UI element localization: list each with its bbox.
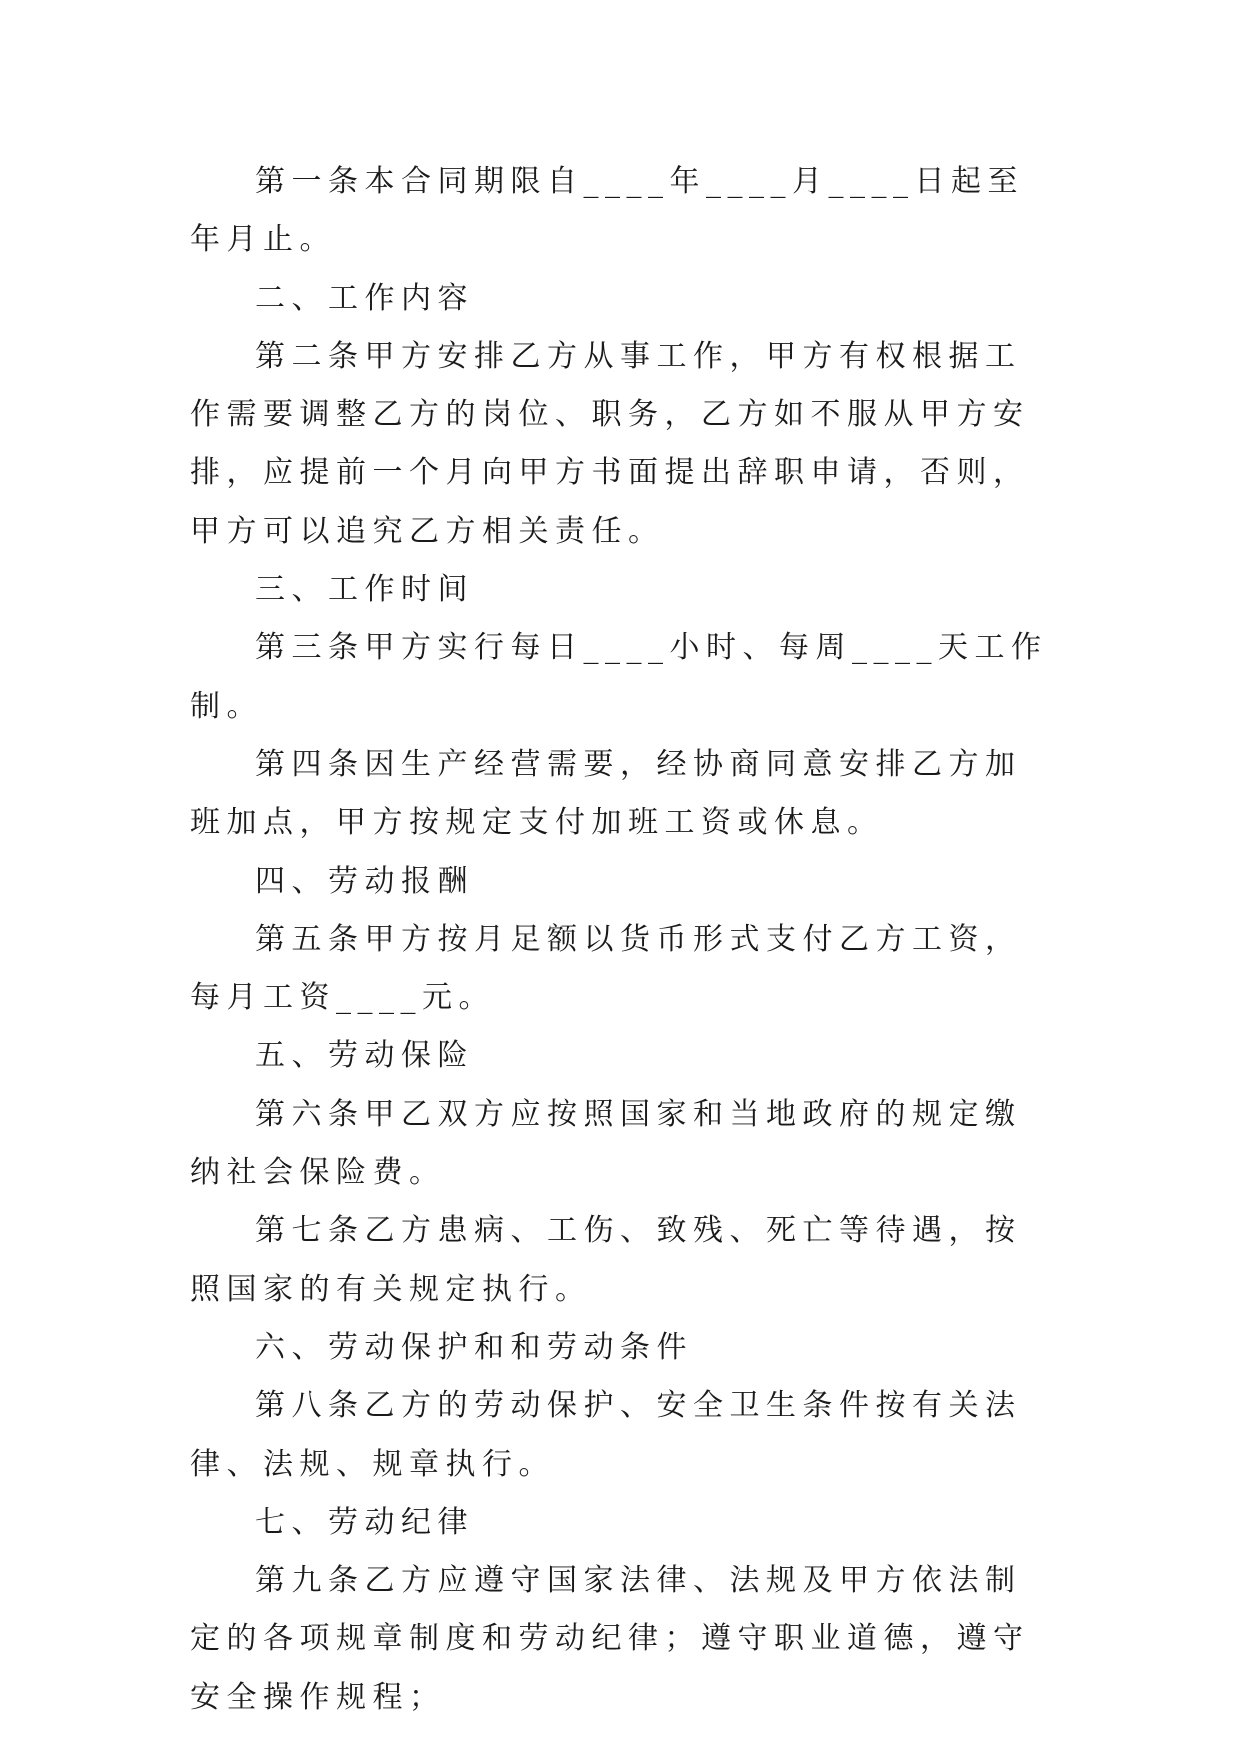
- clause-5-salary: 第五条甲方按月足额以货币形式支付乙方工资，每月工资____元。: [190, 921, 1022, 1016]
- clause-3-work-schedule: 第三条甲方实行每日____小时、每周____天工作制。: [190, 630, 1048, 724]
- section-heading-labor-discipline: 七、劳动纪律: [255, 1504, 474, 1540]
- clause-9-compliance: 第九条乙方应遵守国家法律、法规及甲方依法制定的各项规章制度和劳动纪律；遵守职业道德，遵守安全操作规程；: [190, 1563, 1030, 1715]
- section-heading-working-hours: 三、工作时间: [255, 572, 474, 608]
- clause-8-safety-conditions: 第八条乙方的劳动保护、安全卫生条件按有关法律、法规、规章执行。: [190, 1388, 1022, 1482]
- clause-1-term: 第一条本合同期限自____年____月____日起至年月止。: [190, 164, 1024, 258]
- clause-7-injury-benefits: 第七条乙方患病、工伤、致残、死亡等待遇，按照国家的有关规定执行。: [190, 1213, 1022, 1307]
- clause-2-job-assignment: 第二条甲方安排乙方从事工作，甲方有权根据工作需要调整乙方的岗位、职务，乙方如不服从甲方安排，应提前一个月向甲方书面提出辞职申请，否则，甲方可以追究乙方相关责任。: [190, 338, 1030, 549]
- section-heading-labor-protection: 六、劳动保护和和劳动条件: [255, 1329, 693, 1365]
- section-heading-work-content: 二、工作内容: [255, 280, 474, 316]
- section-heading-remuneration: 四、劳动报酬: [255, 863, 474, 899]
- section-heading-labor-insurance: 五、劳动保险: [255, 1038, 474, 1074]
- clause-6-social-insurance: 第六条甲乙双方应按照国家和当地政府的规定缴纳社会保险费。: [190, 1096, 1022, 1191]
- document-page: [190, 153, 1050, 1727]
- clause-4-overtime: 第四条因生产经营需要，经协商同意安排乙方加班加点，甲方按规定支付加班工资或休息。: [190, 746, 1022, 841]
